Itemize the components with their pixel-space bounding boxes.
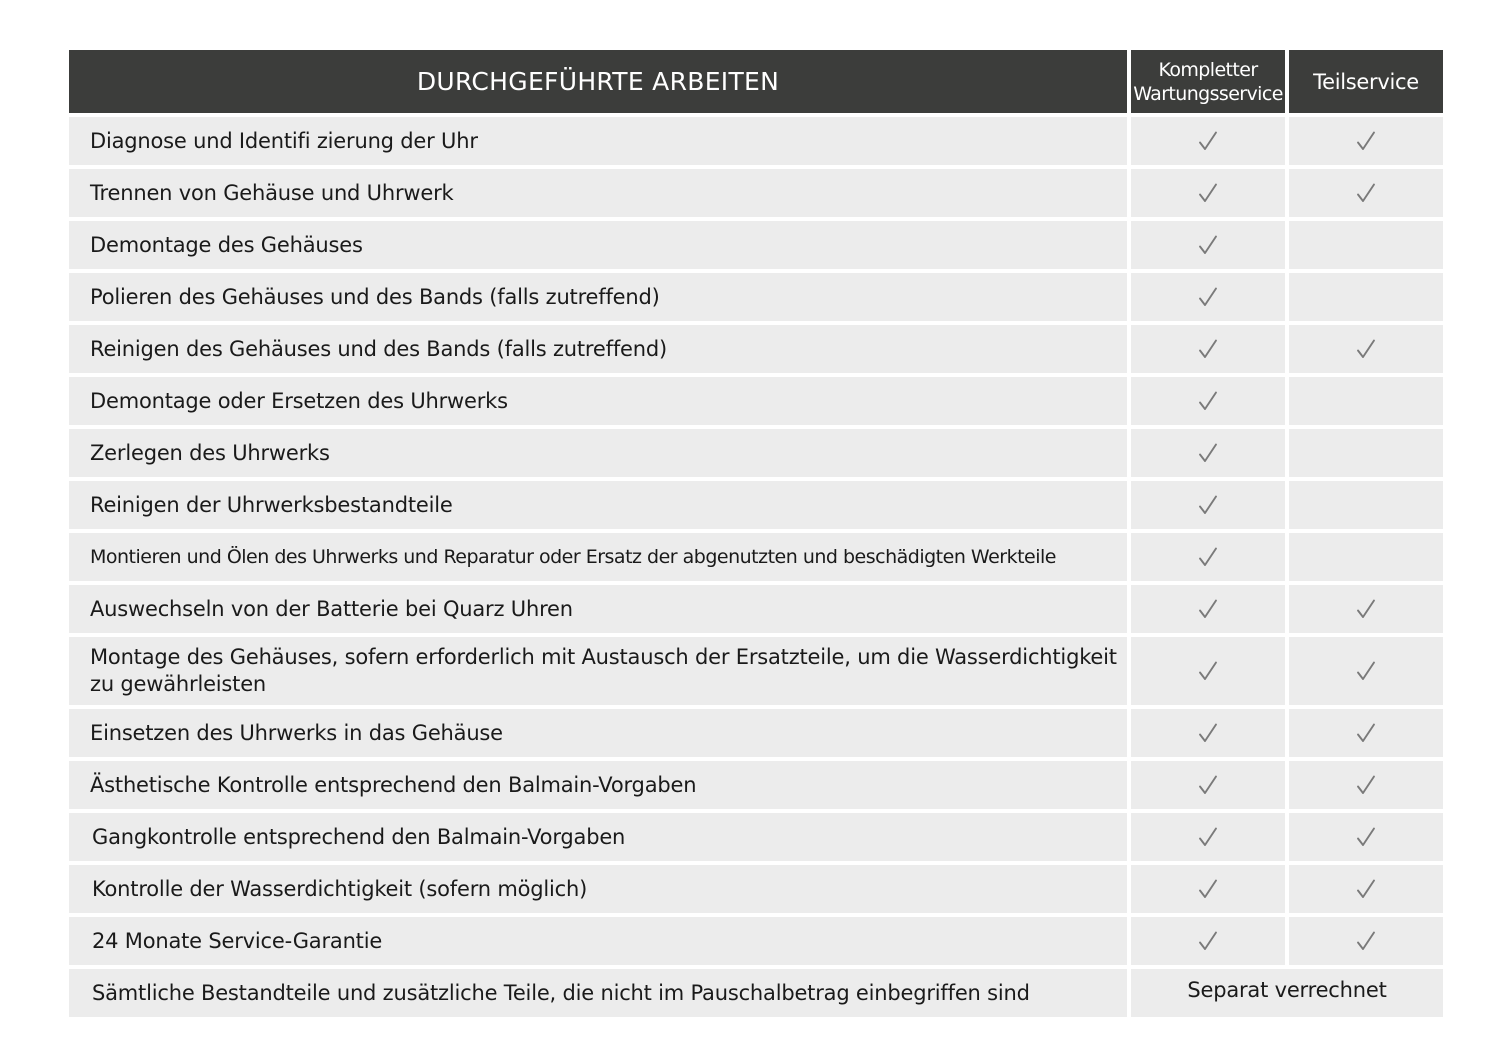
- task-cell: Trennen von Gehäuse und Uhrwerk: [69, 169, 1127, 217]
- task-cell: Gangkontrolle entsprechend den Balmain-Vorgaben: [69, 813, 1127, 861]
- billing-note: Separat verrechnet: [1131, 969, 1443, 1017]
- task-cell: Polieren des Gehäuses und des Bands (falls zutreffend): [69, 273, 1127, 321]
- full-service-cell: [1131, 533, 1285, 581]
- partial-service-cell: [1289, 377, 1443, 425]
- full-service-cell: [1131, 709, 1285, 757]
- partial-service-cell: [1289, 221, 1443, 269]
- checkmark-icon: [1355, 826, 1377, 848]
- header-partial-service: Teilservice: [1289, 50, 1443, 113]
- task-cell: Diagnose und Identifi zierung der Uhr: [69, 117, 1127, 165]
- checkmark-icon: [1197, 598, 1219, 620]
- checkmark-icon: [1197, 130, 1219, 152]
- header-full-service: Kompletter Wartungsservice: [1131, 50, 1285, 113]
- partial-service-cell: [1289, 761, 1443, 809]
- partial-service-cell: [1289, 917, 1443, 965]
- task-cell: Montieren und Ölen des Uhrwerks und Reparatur oder Ersatz der abgenutzten und beschädigten Werkteile: [69, 533, 1127, 581]
- checkmark-icon: [1197, 826, 1219, 848]
- checkmark-icon: [1197, 878, 1219, 900]
- full-service-cell: [1131, 813, 1285, 861]
- partial-service-cell: [1289, 325, 1443, 373]
- task-cell: Demontage oder Ersetzen des Uhrwerks: [69, 377, 1127, 425]
- partial-service-cell: [1289, 813, 1443, 861]
- full-service-cell: [1131, 917, 1285, 965]
- checkmark-icon: [1197, 390, 1219, 412]
- task-cell: Reinigen der Uhrwerksbestandteile: [69, 481, 1127, 529]
- checkmark-icon: [1355, 338, 1377, 360]
- full-service-cell: [1131, 637, 1285, 705]
- full-service-cell: [1131, 273, 1285, 321]
- full-service-cell: [1131, 169, 1285, 217]
- partial-service-cell: [1289, 585, 1443, 633]
- partial-service-cell: [1289, 481, 1443, 529]
- task-cell: Montage des Gehäuses, sofern erforderlich mit Austausch der Ersatzteile, um die Wasserdichtigkeit zu gewährleisten: [69, 637, 1127, 705]
- task-cell: Auswechseln von der Batterie bei Quarz Uhren: [69, 585, 1127, 633]
- checkmark-icon: [1355, 774, 1377, 796]
- full-service-cell: [1131, 325, 1285, 373]
- task-cell: Einsetzen des Uhrwerks in das Gehäuse: [69, 709, 1127, 757]
- partial-service-cell: [1289, 273, 1443, 321]
- checkmark-icon: [1197, 930, 1219, 952]
- checkmark-icon: [1355, 598, 1377, 620]
- partial-service-cell: [1289, 533, 1443, 581]
- partial-service-cell: [1289, 429, 1443, 477]
- full-service-cell: [1131, 117, 1285, 165]
- partial-service-cell: [1289, 169, 1443, 217]
- partial-service-cell: [1289, 637, 1443, 705]
- checkmark-icon: [1197, 182, 1219, 204]
- checkmark-icon: [1355, 660, 1377, 682]
- full-service-cell: [1131, 481, 1285, 529]
- full-service-cell: [1131, 429, 1285, 477]
- checkmark-icon: [1197, 494, 1219, 516]
- full-service-cell: [1131, 221, 1285, 269]
- checkmark-icon: [1355, 722, 1377, 744]
- task-cell: Kontrolle der Wasserdichtigkeit (sofern möglich): [69, 865, 1127, 913]
- checkmark-icon: [1197, 338, 1219, 360]
- checkmark-icon: [1197, 286, 1219, 308]
- checkmark-icon: [1197, 442, 1219, 464]
- service-comparison-table: [69, 50, 1444, 1017]
- task-cell: Zerlegen des Uhrwerks: [69, 429, 1127, 477]
- task-cell: Sämtliche Bestandteile und zusätzliche Teile, die nicht im Pauschalbetrag einbegriffen sind: [69, 969, 1127, 1017]
- checkmark-icon: [1197, 546, 1219, 568]
- full-service-cell: [1131, 585, 1285, 633]
- checkmark-icon: [1355, 878, 1377, 900]
- task-cell: Demontage des Gehäuses: [69, 221, 1127, 269]
- partial-service-cell: [1289, 709, 1443, 757]
- checkmark-icon: [1355, 930, 1377, 952]
- checkmark-icon: [1197, 234, 1219, 256]
- task-cell: Reinigen des Gehäuses und des Bands (falls zutreffend): [69, 325, 1127, 373]
- full-service-cell: [1131, 377, 1285, 425]
- checkmark-icon: [1197, 774, 1219, 796]
- task-cell: 24 Monate Service-Garantie: [69, 917, 1127, 965]
- full-service-cell: [1131, 865, 1285, 913]
- checkmark-icon: [1197, 722, 1219, 744]
- partial-service-cell: [1289, 865, 1443, 913]
- header-tasks: DURCHGEFÜHRTE ARBEITEN: [69, 50, 1127, 113]
- full-service-cell: [1131, 761, 1285, 809]
- task-cell: Ästhetische Kontrolle entsprechend den Balmain-Vorgaben: [69, 761, 1127, 809]
- checkmark-icon: [1355, 130, 1377, 152]
- partial-service-cell: [1289, 117, 1443, 165]
- checkmark-icon: [1197, 660, 1219, 682]
- checkmark-icon: [1355, 182, 1377, 204]
